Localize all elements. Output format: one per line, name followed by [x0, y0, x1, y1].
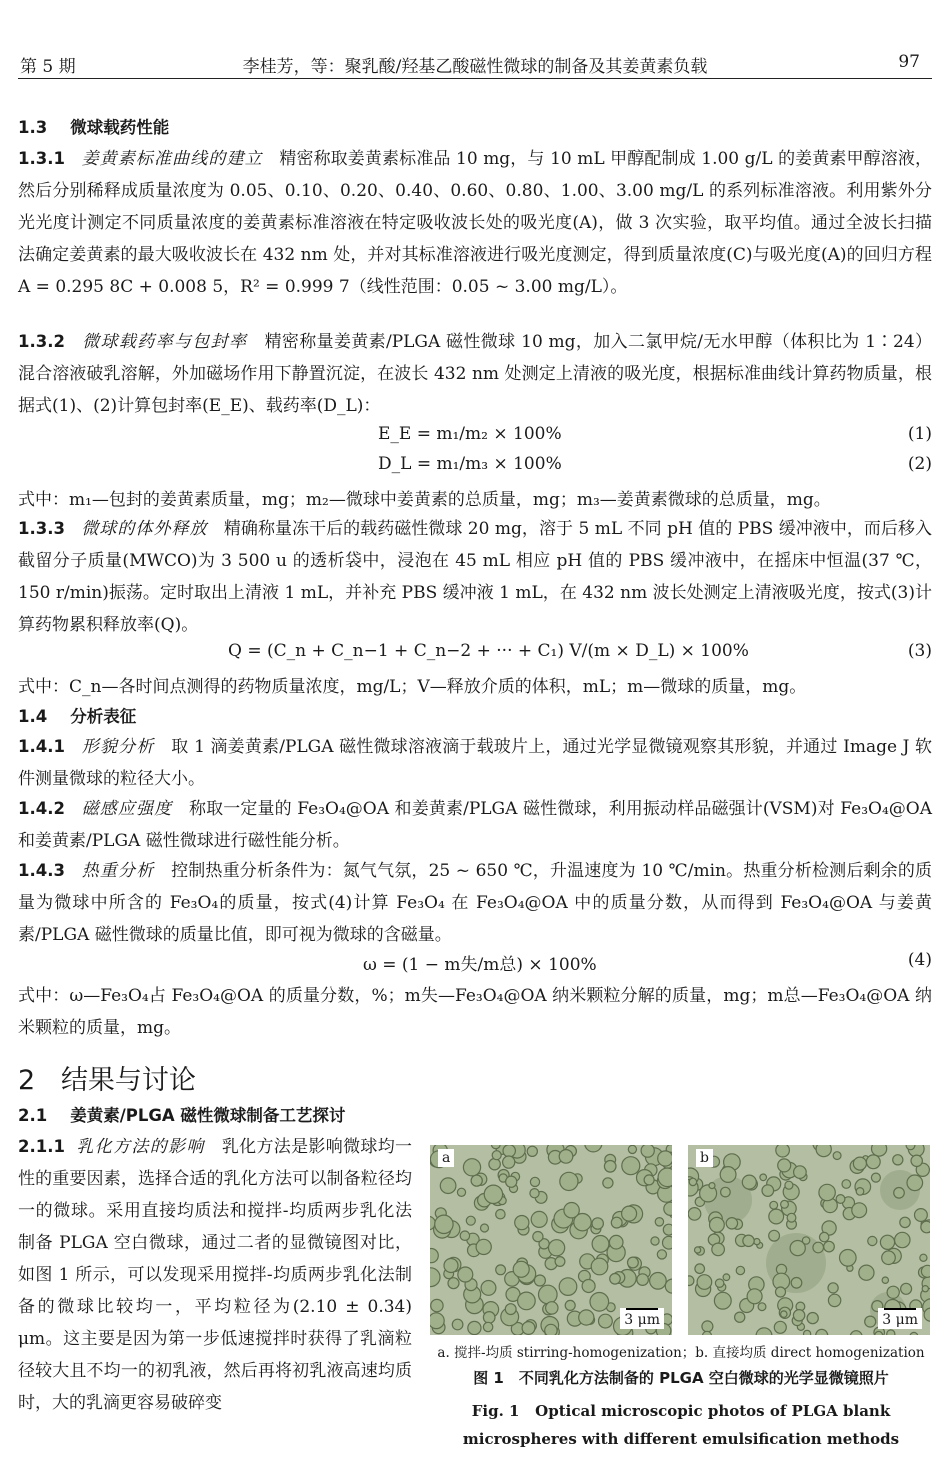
microsphere [894, 1188, 905, 1199]
subsection-title: 微球载药率与包封率 [82, 332, 248, 352]
paragraph-body: 乳化方法是影响微球均一性的重要因素，选择合适的乳化方法可以制备粒径均一的微球。采用直接均质法和搅拌-均质两步乳化法制备 PLGA 空白微球，通过二者的显微镜图对比，如图 1 所示，可以发现采用搅拌-均质两步乳化法制备的微球比较均一，平均粒径为(2.10 ± 0.34) μm。这主要是因为第一步低速搅拌时获得了乳滴粒径较大且不均一的初乳液，然后再将初乳液高速均质时，大的乳滴更容易破碎变 [18, 1137, 413, 1413]
microsphere [592, 1236, 609, 1253]
microsphere [435, 1215, 453, 1233]
microsphere [836, 1195, 845, 1204]
microsphere [533, 1232, 543, 1242]
microsphere [712, 1243, 725, 1256]
microsphere [448, 1278, 459, 1289]
equation-2 [18, 454, 932, 484]
microsphere [657, 1250, 666, 1259]
subsection-number: 1.4.1 [18, 737, 65, 756]
microsphere [591, 1258, 608, 1275]
subsection-title: 热重分析 [81, 861, 155, 881]
microsphere [559, 1278, 577, 1296]
section-number: 2.1 [18, 1106, 48, 1125]
subsection-title: 形貌分析 [81, 737, 155, 757]
microsphere [901, 1283, 912, 1294]
microsphere [545, 1324, 557, 1335]
microsphere [702, 1321, 713, 1332]
microsphere [549, 1240, 565, 1256]
microsphere [793, 1310, 804, 1321]
microsphere [611, 1217, 622, 1228]
subsection-number: 1.3.2 [18, 332, 65, 351]
microsphere [592, 1218, 603, 1229]
microsphere [622, 1206, 637, 1221]
microsphere [483, 1322, 492, 1331]
microsphere [457, 1188, 465, 1196]
microsphere [900, 1217, 910, 1227]
equation-1 [18, 424, 932, 454]
figure-subcaption: a. 搅拌-均质 stirring-homogenization；b. 直接均质 direct homogenization [437, 1345, 925, 1361]
microsphere [599, 1314, 613, 1328]
section-number: 2 [18, 1065, 36, 1096]
running-header [18, 52, 932, 79]
microsphere [530, 1189, 539, 1198]
microsphere [785, 1181, 793, 1189]
subsection-number: 1.3.1 [18, 149, 65, 168]
equation-formula: Q = (C_n + C_n−1 + C_n−2 + ··· + C₁) V/(m × D_L) × 100% [228, 641, 749, 661]
microsphere [714, 1292, 731, 1309]
microsphere [856, 1188, 864, 1196]
microsphere [444, 1259, 458, 1273]
section-number: 1.3 [18, 118, 48, 137]
equation-number: (1) [907, 424, 932, 444]
microsphere [663, 1224, 672, 1235]
microsphere [546, 1302, 558, 1314]
microsphere [458, 1267, 473, 1282]
microsphere [515, 1216, 529, 1230]
microsphere [522, 1322, 535, 1335]
microsphere [695, 1247, 701, 1253]
microsphere [762, 1185, 774, 1197]
equation-number: (2) [907, 454, 932, 474]
microsphere [491, 1145, 500, 1149]
microsphere [496, 1265, 506, 1275]
subsection-title: 磁感应强度 [81, 799, 173, 819]
figure-label: Fig. 1 [471, 1402, 520, 1420]
microsphere [807, 1313, 818, 1324]
microsphere [865, 1316, 876, 1327]
section-title: 微球载药性能 [70, 118, 170, 137]
running-title: 李桂芳，等：聚乳酸/羟基乙酸磁性微球的制备及其姜黄素负载 [242, 57, 708, 77]
microsphere [742, 1175, 756, 1189]
paragraph-1-3-3 [18, 513, 932, 641]
microsphere [871, 1173, 880, 1182]
microsphere [430, 1268, 440, 1287]
microsphere [760, 1174, 767, 1181]
paragraph-body: 精密称取姜黄素标准品 10 mg，与 10 mL 甲醇配制成 1.00 g/L 的姜黄素甲醇溶液，然后分别稀释成质量浓度为 0.05、0.10、0.20、0.40、0.60、0.80、1.00、3.00 mg/L 的系列标准溶液。利用紫外分光光度计测定不同质量浓度的姜黄素标准溶液在特定吸收波长处的吸光度(A)，做 3 次实验，取平均值。通过全波长扫描法确定姜黄素的最大吸收波长在 432 nm 处，并对其标准溶液进行吸光度测定，得到质量浓度(C)与吸光度(A)的回归方程 A = 0.295 8C + 0.008 5，R² = 0.999 7（线性范围：0.05 ~ 3.00 mg/L）。 [18, 149, 933, 297]
microsphere [663, 1236, 673, 1249]
microspheres-image-a [430, 1145, 672, 1335]
issue-number: 第 5 期 [20, 57, 76, 77]
page-number: 97 [898, 52, 920, 72]
microsphere [468, 1321, 481, 1334]
microsphere [816, 1329, 828, 1335]
microsphere [816, 1145, 831, 1157]
microsphere [628, 1145, 636, 1153]
section-2-1-heading [18, 1100, 932, 1132]
section-number: 1.4 [18, 707, 48, 726]
microsphere [866, 1155, 880, 1169]
microsphere [604, 1161, 616, 1173]
microsphere [735, 1312, 745, 1322]
microsphere [476, 1239, 491, 1254]
panel-label-a: a [438, 1149, 454, 1167]
microsphere [466, 1216, 475, 1225]
figure-caption-en [430, 1397, 932, 1453]
microsphere [833, 1152, 841, 1160]
microsphere [452, 1319, 463, 1330]
microsphere [850, 1331, 862, 1335]
equation-3 [18, 641, 932, 671]
section-title: 结果与讨论 [60, 1065, 196, 1096]
microsphere [555, 1257, 565, 1267]
microsphere [463, 1159, 480, 1176]
microsphere [637, 1274, 649, 1286]
equation-4-legend: 式中：ω—Fe₃O₄占 Fe₃O₄@OA 的质量分数，%；m失—Fe₃O₄@OA 纳米颗粒分解的质量，mg；m总—Fe₃O₄@OA 纳米颗粒的质量，mg。 [18, 986, 932, 1038]
microsphere [721, 1187, 731, 1197]
microsphere [720, 1167, 736, 1183]
subsection-title: 乳化方法的影响 [76, 1137, 205, 1157]
microsphere [828, 1283, 838, 1293]
microsphere [697, 1275, 712, 1290]
microsphere [769, 1230, 780, 1241]
paragraph-body: 称取一定量的 Fe₃O₄@OA 和姜黄素/PLGA 磁性微球，利用振动样品磁强计(VSM)对 Fe₃O₄@OA 和姜黄素/PLGA 磁性微球进行磁性能分析。 [18, 799, 932, 851]
microsphere [530, 1177, 539, 1186]
microsphere [776, 1145, 790, 1157]
subsection-number: 1.3.3 [18, 519, 65, 538]
microsphere [804, 1330, 811, 1335]
section-1-4-heading [18, 701, 932, 733]
microsphere [585, 1145, 602, 1152]
scale-text: 3 μm [624, 1312, 660, 1328]
microsphere [658, 1168, 672, 1187]
microsphere [828, 1294, 840, 1306]
figure-caption-text: Optical microscopic photos of PLGA blank microspheres with different emulsification methods [462, 1402, 900, 1448]
paragraph-1-3-1 [18, 143, 932, 303]
subsection-title: 微球的体外释放 [81, 519, 208, 539]
microsphere [859, 1265, 874, 1280]
microsphere [787, 1213, 796, 1222]
scale-text: 3 μm [882, 1312, 918, 1328]
microsphere [622, 1157, 640, 1175]
microsphere [609, 1235, 623, 1249]
microsphere [481, 1224, 489, 1232]
microsphere [492, 1151, 501, 1160]
microsphere [688, 1276, 694, 1286]
paragraph-1-3-2 [18, 326, 932, 422]
microsphere [650, 1273, 667, 1290]
figure-caption-cn: 图 1 不同乳化方法制备的 PLGA 空白微球的光学显微镜照片 [473, 1369, 889, 1387]
microsphere [579, 1310, 594, 1325]
microsphere [774, 1321, 786, 1333]
microsphere [769, 1209, 784, 1224]
microsphere [880, 1235, 894, 1249]
paragraph-body: 精密称量姜黄素/PLGA 磁性微球 10 mg，加入二氯甲烷/无水甲醇（体积比为 1∶24）混合溶液破乳溶解，外加磁场作用下静置沉淀，在波长 432 nm 处测定上清液的吸光度，根据标准曲线计算药物质量，根据式(1)、(2)计算包封率(E_E)、载药率(D_L)： [18, 332, 932, 416]
microsphere [564, 1203, 579, 1218]
microsphere [736, 1266, 744, 1274]
section-2-heading [18, 1058, 196, 1097]
microsphere [539, 1285, 558, 1304]
microsphere [756, 1328, 772, 1335]
microsphere [695, 1264, 705, 1274]
microsphere [534, 1275, 545, 1286]
equation-3-legend: 式中：C_n—各时间点测得的药物质量浓度，mg/L；V—释放介质的体积，mL；m—微球的质量，mg。 [18, 677, 807, 697]
microsphere [726, 1218, 737, 1229]
microsphere [481, 1281, 496, 1296]
scale-line [626, 1308, 658, 1310]
paragraph-1-4-3 [18, 855, 932, 951]
microsphere [655, 1218, 663, 1226]
microsphere [715, 1279, 723, 1287]
microsphere [853, 1157, 866, 1170]
microsphere [506, 1176, 517, 1187]
microsphere [688, 1208, 701, 1221]
subsection-number: 1.4.2 [18, 799, 65, 818]
scale-line [884, 1308, 916, 1310]
microsphere [644, 1175, 654, 1185]
microsphere [483, 1312, 495, 1324]
microsphere [527, 1146, 537, 1156]
subsection-title: 姜黄素标准曲线的建立 [81, 149, 263, 169]
microsphere [664, 1202, 672, 1215]
microsphere [824, 1241, 835, 1252]
equation-number: (4) [907, 950, 932, 970]
section-title: 分析表征 [70, 707, 137, 726]
microsphere [430, 1313, 444, 1329]
microsphere [489, 1159, 500, 1170]
microsphere [813, 1242, 824, 1253]
microsphere [840, 1250, 857, 1267]
section-title: 姜黄素/PLGA 磁性微球制备工艺探讨 [70, 1106, 346, 1125]
microsphere [513, 1261, 529, 1277]
microsphere [582, 1280, 595, 1293]
microsphere [440, 1178, 456, 1194]
equation-1-2-legend: 式中：m₁—包封的姜黄素质量，mg；m₂—微球中姜黄素的总质量，mg；m₃—姜黄素微球的总质量，mg。 [18, 490, 831, 510]
microsphere [778, 1159, 791, 1172]
microsphere [921, 1221, 930, 1233]
microsphere [430, 1249, 438, 1263]
microsphere [610, 1274, 621, 1285]
paragraph-body: 取 1 滴姜黄素/PLGA 磁性微球溶液滴于载玻片上，通过光学显微镜观察其形貌，并通过 Image J 软件测量微球的粒径大小。 [18, 737, 933, 789]
micrograph-panel-b [688, 1145, 930, 1335]
paragraph-1-4-1 [18, 731, 932, 795]
equation-number: (3) [907, 641, 932, 661]
microsphere [641, 1145, 654, 1157]
microsphere [910, 1332, 918, 1335]
microsphere [882, 1277, 888, 1283]
microsphere [531, 1211, 547, 1227]
microsphere [747, 1289, 762, 1304]
microsphere [781, 1200, 789, 1208]
microsphere [906, 1145, 915, 1150]
section-1-3-heading [18, 112, 932, 144]
microsphere [895, 1232, 910, 1247]
microsphere [658, 1151, 672, 1166]
microsphere [875, 1331, 883, 1335]
microsphere [709, 1183, 715, 1189]
microsphere [852, 1203, 867, 1218]
microsphere [723, 1274, 730, 1281]
microsphere [471, 1175, 482, 1186]
microsphere [791, 1278, 802, 1289]
scale-bar-b [878, 1308, 922, 1329]
microsphere [842, 1180, 851, 1189]
microsphere [802, 1237, 809, 1244]
microsphere [770, 1201, 778, 1209]
microsphere [560, 1172, 578, 1190]
microsphere [922, 1286, 928, 1292]
paragraph-2-1-1 [18, 1131, 412, 1419]
micrograph-panel-a [430, 1145, 672, 1335]
microsphere [518, 1292, 536, 1310]
microsphere [431, 1299, 443, 1311]
microsphere [628, 1257, 639, 1268]
microsphere [781, 1311, 787, 1317]
subsection-number: 2.1.1 [18, 1137, 65, 1156]
microsphere [920, 1254, 927, 1261]
microsphere [794, 1166, 807, 1179]
microsphere [820, 1232, 829, 1241]
microsphere [887, 1286, 899, 1298]
microsphere [565, 1300, 575, 1310]
microsphere [911, 1155, 922, 1166]
microsphere [915, 1209, 928, 1222]
microsphere [689, 1178, 696, 1185]
subsection-number: 1.4.3 [18, 861, 65, 880]
microsphere [559, 1150, 573, 1164]
equation-formula: D_L = m₁/m₃ × 100% [378, 454, 562, 474]
microsphere [758, 1303, 766, 1311]
equation-4 [18, 950, 932, 980]
microsphere [907, 1175, 923, 1191]
panel-label-b: b [696, 1149, 713, 1167]
microspheres-image-b [688, 1145, 930, 1335]
microsphere [921, 1265, 930, 1277]
microsphere [503, 1156, 515, 1168]
microsphere [893, 1155, 903, 1165]
microsphere [496, 1210, 505, 1219]
paragraph-body: 精确称量冻干后的载药磁性微球 20 mg，溶于 5 mL 不同 pH 值的 PBS 缓冲液中，而后移入截留分子质量(MWCO)为 3 500 u 的透析袋中，浸泡在 45 mL 相应 pH 值的 PBS 缓冲液中，在摇床中恒温(37 ℃，150 r/min)振荡。定时取出上清液 1 mL，并补充 PBS 缓冲液 1 mL，在 432 nm 波长处测定上清液吸光度，按式(3)计算药物累积释放率(Q)。 [18, 519, 933, 635]
microsphere [882, 1251, 896, 1265]
microsphere [651, 1237, 659, 1245]
microsphere [460, 1231, 469, 1240]
microsphere [868, 1236, 877, 1245]
microsphere [703, 1331, 712, 1335]
paragraph-body: 控制热重分析条件为：氮气气氛，25 ~ 650 ℃，升温速度为 10 ℃/min。热重分析检测后剩余的质量为微球中所含的 Fe₃O₄的质量，按式(4)计算 Fe₃O₄ 在 Fe₃O₄@OA 中的质量分数，从而得到 Fe₃O₄@OA 与姜黄素/PLGA 磁性微球的质量比值，即可视为微球的含磁量。 [18, 861, 932, 945]
microsphere [710, 1217, 725, 1232]
microsphere [590, 1293, 609, 1312]
equation-formula: ω = (1 − m失/m总) × 100% [363, 955, 597, 975]
microsphere [887, 1330, 895, 1335]
paragraph-1-4-2 [18, 793, 932, 857]
microsphere [776, 1287, 786, 1297]
microsphere [503, 1145, 515, 1157]
equation-formula: E_E = m₁/m₂ × 100% [378, 424, 562, 444]
microsphere [505, 1304, 516, 1315]
microsphere [484, 1185, 502, 1203]
scale-bar-a [620, 1308, 664, 1329]
microsphere [819, 1184, 835, 1200]
microsphere [743, 1235, 754, 1246]
microsphere [603, 1178, 613, 1188]
